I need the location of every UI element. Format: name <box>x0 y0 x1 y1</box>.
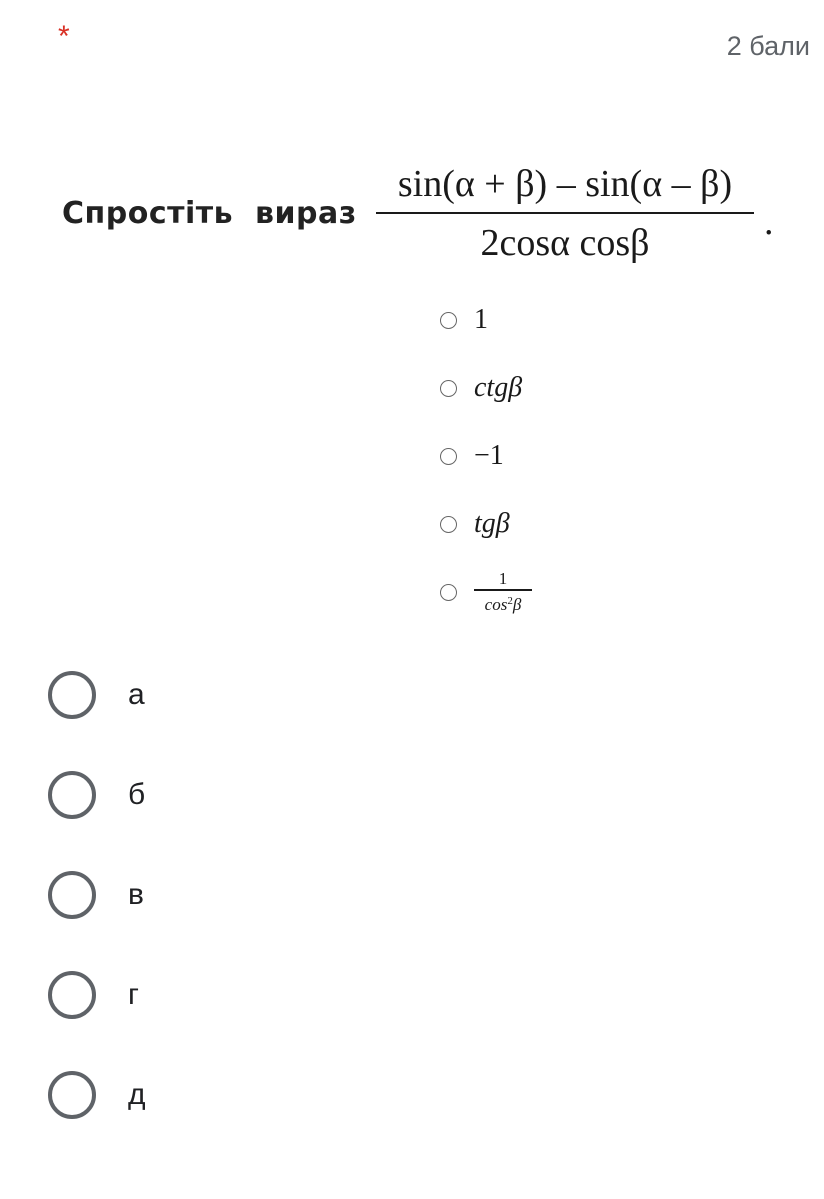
fraction-numerator: 1 <box>498 569 508 589</box>
question-image <box>0 160 824 640</box>
answer-option-label: д <box>128 1078 146 1111</box>
denominator-exponent: 2 <box>507 594 513 607</box>
fraction-denominator <box>485 592 522 614</box>
required-marker: * <box>58 20 70 53</box>
expression-denominator: 2cosα cosβ <box>480 222 650 264</box>
image-option-label: tgβ <box>474 508 510 539</box>
image-option-label: −1 <box>474 440 504 471</box>
image-option-5 <box>440 569 532 614</box>
image-option-label: ctgβ <box>474 372 523 403</box>
answer-option-label: а <box>128 678 145 711</box>
points-label: 2 бали <box>726 31 810 61</box>
image-radio-icon <box>440 448 457 465</box>
image-option-2 <box>440 368 522 408</box>
answer-option-label: г <box>128 978 139 1011</box>
image-option-4 <box>440 504 510 544</box>
question-text: Спростіть вираз <box>62 196 357 231</box>
answer-option-h[interactable] <box>48 970 139 1020</box>
radio-button[interactable] <box>48 971 96 1019</box>
image-option-1 <box>440 300 488 340</box>
answer-option-v[interactable] <box>48 870 144 920</box>
radio-button[interactable] <box>48 871 96 919</box>
denominator-suffix: β <box>512 594 522 614</box>
answer-option-a[interactable] <box>48 670 145 720</box>
expression-period: . <box>764 201 774 243</box>
image-option-fraction <box>474 570 532 614</box>
image-radio-icon <box>440 516 457 533</box>
denominator-base: cos <box>484 594 508 614</box>
answer-option-label: б <box>128 778 146 811</box>
radio-button[interactable] <box>48 771 96 819</box>
expression-numerator: sin(α + β) – sin(α – β) <box>397 163 733 205</box>
fraction-bar <box>474 589 532 591</box>
answer-option-b[interactable] <box>48 770 145 820</box>
answer-option-label: в <box>128 878 144 911</box>
answer-option-d[interactable] <box>48 1070 146 1120</box>
radio-button[interactable] <box>48 671 96 719</box>
fraction-bar <box>376 212 754 214</box>
image-radio-icon <box>440 312 457 329</box>
image-radio-icon <box>440 380 457 397</box>
image-option-label: 1 <box>474 304 488 335</box>
image-radio-icon <box>440 584 457 601</box>
radio-button[interactable] <box>48 1071 96 1119</box>
image-option-3 <box>440 436 504 476</box>
expression-fraction <box>370 160 760 266</box>
